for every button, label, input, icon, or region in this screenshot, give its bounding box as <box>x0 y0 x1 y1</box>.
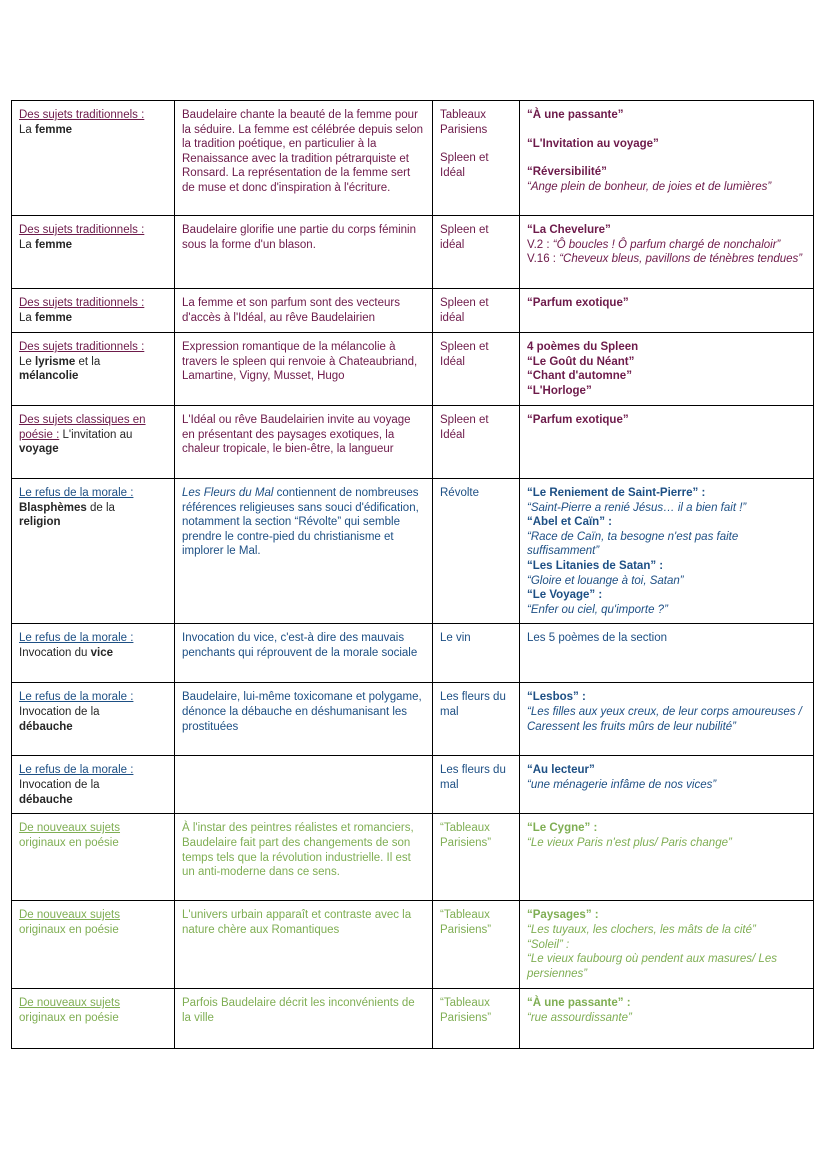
theme-keyword: femme <box>35 123 73 136</box>
verse-ref: V.16 : <box>527 253 560 266</box>
theme-title: De nouveaux sujets <box>19 997 121 1010</box>
theme-keyword: femme <box>35 311 73 324</box>
poems-cell <box>520 814 814 901</box>
verse-ref: V.2 : <box>527 238 553 251</box>
themes-table <box>11 100 814 1049</box>
poems-cell <box>520 479 814 624</box>
theme-keyword: mélancolie <box>19 370 79 383</box>
theme-cell <box>12 101 175 216</box>
theme-cell <box>12 756 175 814</box>
poem-quote: “Les tuyaux, les clochers, les mâts de la cité” <box>527 923 756 936</box>
poems-cell <box>520 406 814 479</box>
poem-title: “L'Horloge” <box>527 384 592 397</box>
poems-cell <box>520 624 814 683</box>
theme-keyword: voyage <box>19 443 59 456</box>
table-row <box>12 479 814 624</box>
theme-keyword: femme <box>35 238 73 251</box>
poems-cell <box>520 756 814 814</box>
table-row <box>12 624 814 683</box>
poem-quote: “Enfer ou ciel, qu'importe ?” <box>527 603 668 616</box>
theme-title: Des sujets classiques en poésie : <box>19 414 146 441</box>
table-row <box>12 406 814 479</box>
section-cell: Les fleurs du mal <box>433 683 520 756</box>
poem-title: “Réversibilité” <box>527 166 607 179</box>
section-label: Spleen et Idéal <box>440 152 489 179</box>
theme-text: Invocation de la <box>19 778 100 791</box>
poem-title: “Lesbos” : <box>527 691 586 704</box>
poem-quote: “Gloire et louange à toi, Satan” <box>527 574 684 587</box>
theme-text: Invocation de la <box>19 705 100 718</box>
section-cell: Spleen et idéal <box>433 216 520 289</box>
theme-text: de la <box>86 501 115 514</box>
poem-title: “Abel et Caïn” : <box>527 516 612 529</box>
theme-title: Le refus de la morale : <box>19 632 134 645</box>
theme-cell <box>12 216 175 289</box>
table-row <box>12 289 814 333</box>
description-cell <box>175 479 433 624</box>
theme-title: Le refus de la morale : <box>19 691 134 704</box>
theme-cell <box>12 683 175 756</box>
theme-text: L'invitation au <box>59 428 133 441</box>
theme-title: De nouveaux sujets <box>19 822 121 835</box>
section-cell: Le vin <box>433 624 520 683</box>
description-cell: L'univers urbain apparaît et contraste avec la nature chère aux Romantiques <box>175 901 433 989</box>
theme-title: Le refus de la morale : <box>19 487 134 499</box>
poem-title: “Chant d'automne” <box>527 370 632 383</box>
poem-quote: “Soleil” : <box>527 938 570 951</box>
poem-title: “Parfum exotique” <box>527 414 629 426</box>
theme-title: De nouveaux sujets <box>19 909 121 922</box>
poem-title: “L'Invitation au voyage” <box>527 137 659 150</box>
theme-cell <box>12 624 175 683</box>
section-cell: “Tableaux Parisiens” <box>433 989 520 1049</box>
poem-quote: “Cheveux bleus, pavillons de ténèbres tendues” <box>559 253 803 266</box>
theme-keyword: vice <box>90 646 113 659</box>
section-cell: “Tableaux Parisiens” <box>433 814 520 901</box>
theme-keyword: religion <box>19 516 61 529</box>
section-cell: Révolte <box>433 479 520 624</box>
table-row <box>12 756 814 814</box>
section-cell: Spleen et idéal <box>433 289 520 333</box>
poem-title: “Les Litanies de Satan” : <box>527 559 664 572</box>
poem-title: “Au lecteur” <box>527 764 595 777</box>
description-cell: À l'instar des peintres réalistes et romanciers, Baudelaire fait part des changements de son temps tels que la révolution industrielle. Il est un anti-moderne dans ce sens. <box>175 814 433 901</box>
section-label: Tableaux Parisiens <box>440 109 488 136</box>
poem-quote: “Les filles aux yeux creux, de leur corps amoureuses / Caressent les fruits mûrs de leur nubilité” <box>527 705 802 733</box>
poem-quote: “Le vieux faubourg où pendent aux masures/ Les persiennes” <box>527 953 777 980</box>
section-cell: Spleen et Idéal <box>433 333 520 406</box>
theme-text: originaux en poésie <box>19 923 119 936</box>
theme-cell <box>12 406 175 479</box>
theme-cell <box>12 333 175 406</box>
verse-line <box>527 238 807 253</box>
section-cell <box>433 101 520 216</box>
section-cell: Les fleurs du mal <box>433 756 520 814</box>
poem-title: “À une passante” <box>527 109 624 121</box>
poems-cell <box>520 289 814 333</box>
theme-title: Des sujets traditionnels : <box>19 109 145 121</box>
table-row <box>12 101 814 216</box>
theme-text: La <box>19 311 35 324</box>
table-row <box>12 989 814 1049</box>
description-cell: Baudelaire chante la beauté de la femme pour la séduire. La femme est célébrée depuis selon la tradition poétique, en particulier à la Renaissance avec la tradition pétrarquiste et Ronsard. La représentation de la femme sert de muse et donc d'inspiration à l'écriture. <box>175 101 433 216</box>
theme-cell <box>12 989 175 1049</box>
theme-keyword: lyrisme <box>35 355 76 368</box>
theme-cell <box>12 289 175 333</box>
poems-cell <box>520 333 814 406</box>
table-row <box>12 333 814 406</box>
table-row <box>12 901 814 989</box>
theme-text: Invocation du <box>19 646 91 659</box>
poem-quote: “Race de Caïn, ta besogne n'est pas faite suffisamment” <box>527 530 739 558</box>
poem-title: “Paysages” : <box>527 909 599 922</box>
poem-quote: “Saint-Pierre a renié Jésus… il a bien fait !” <box>527 501 747 514</box>
poem-quote: “Ô boucles ! Ô parfum chargé de nonchaloir” <box>552 238 781 251</box>
description-cell: Expression romantique de la mélancolie à travers le spleen qui renvoie à Chateaubriand, Lamartine, Vigny, Musset, Hugo <box>175 333 433 406</box>
description-cell: L'Idéal ou rêve Baudelairien invite au voyage en présentant des paysages exotiques, la chaleur tropicale, le bien-être, la langueur <box>175 406 433 479</box>
poems-cell <box>520 989 814 1049</box>
poem-title: 4 poèmes du Spleen <box>527 341 639 353</box>
poem-quote: “Le vieux Paris n'est plus/ Paris change” <box>527 836 732 849</box>
poems-cell <box>520 101 814 216</box>
theme-title: Des sujets traditionnels : <box>19 341 145 353</box>
theme-title: Des sujets traditionnels : <box>19 297 145 309</box>
poems-cell <box>520 683 814 756</box>
verse-line <box>527 252 807 267</box>
table-row <box>12 814 814 901</box>
description-cell: Baudelaire glorifie une partie du corps féminin sous la forme d'un blason. <box>175 216 433 289</box>
book-title: Les Fleurs du Mal <box>182 487 274 499</box>
description-cell: Invocation du vice, c'est-à dire des mauvais penchants qui réprouvent de la morale sociale <box>175 624 433 683</box>
poem-title: “La Chevelure” <box>527 224 611 236</box>
theme-keyword: débauche <box>19 793 73 806</box>
theme-text: originaux en poésie <box>19 836 119 849</box>
description-text: contiennent de nombreuses références religieuses sans souci d'édification, notamment la section “Révolte” qui semble prendre le contre-pied du christianisme et implorer le Mal. <box>182 487 419 558</box>
theme-cell <box>12 901 175 989</box>
theme-cell <box>12 479 175 624</box>
poem-title: Les 5 poèmes de la section <box>527 632 668 645</box>
theme-cell <box>12 814 175 901</box>
poems-cell <box>520 901 814 989</box>
theme-text: Le <box>19 355 35 368</box>
poem-quote: “rue assourdissante” <box>527 1011 632 1024</box>
section-cell: “Tableaux Parisiens” <box>433 901 520 989</box>
poem-quote: “une ménagerie infâme de nos vices” <box>527 778 717 791</box>
poem-title: “Le Cygne” : <box>527 822 598 835</box>
theme-keyword: Blasphèmes <box>19 501 87 514</box>
theme-title: Le refus de la morale : <box>19 764 134 777</box>
description-cell: Parfois Baudelaire décrit les inconvénients de la ville <box>175 989 433 1049</box>
theme-text: La <box>19 123 35 136</box>
table-row <box>12 216 814 289</box>
poem-title: “Le Goût du Néant” <box>527 355 635 368</box>
theme-text: La <box>19 238 35 251</box>
theme-text: originaux en poésie <box>19 1011 119 1024</box>
poem-quote: “Ange plein de bonheur, de joies et de lumières” <box>527 180 772 193</box>
theme-keyword: débauche <box>19 720 73 733</box>
theme-text: et la <box>75 355 101 368</box>
poem-title: “À une passante” : <box>527 997 631 1010</box>
poem-title: “Le Reniement de Saint-Pierre” : <box>527 487 706 499</box>
poem-title: “Parfum exotique” <box>527 297 629 309</box>
poem-title: “Le Voyage” : <box>527 589 603 602</box>
description-cell <box>175 756 433 814</box>
description-cell: La femme et son parfum sont des vecteurs d'accès à l'Idéal, au rêve Baudelairien <box>175 289 433 333</box>
description-cell: Baudelaire, lui-même toxicomane et polygame, dénonce la débauche en déshumanisant les prostituées <box>175 683 433 756</box>
theme-title: Des sujets traditionnels : <box>19 224 145 236</box>
table-row <box>12 683 814 756</box>
section-cell: Spleen et Idéal <box>433 406 520 479</box>
poems-cell <box>520 216 814 289</box>
